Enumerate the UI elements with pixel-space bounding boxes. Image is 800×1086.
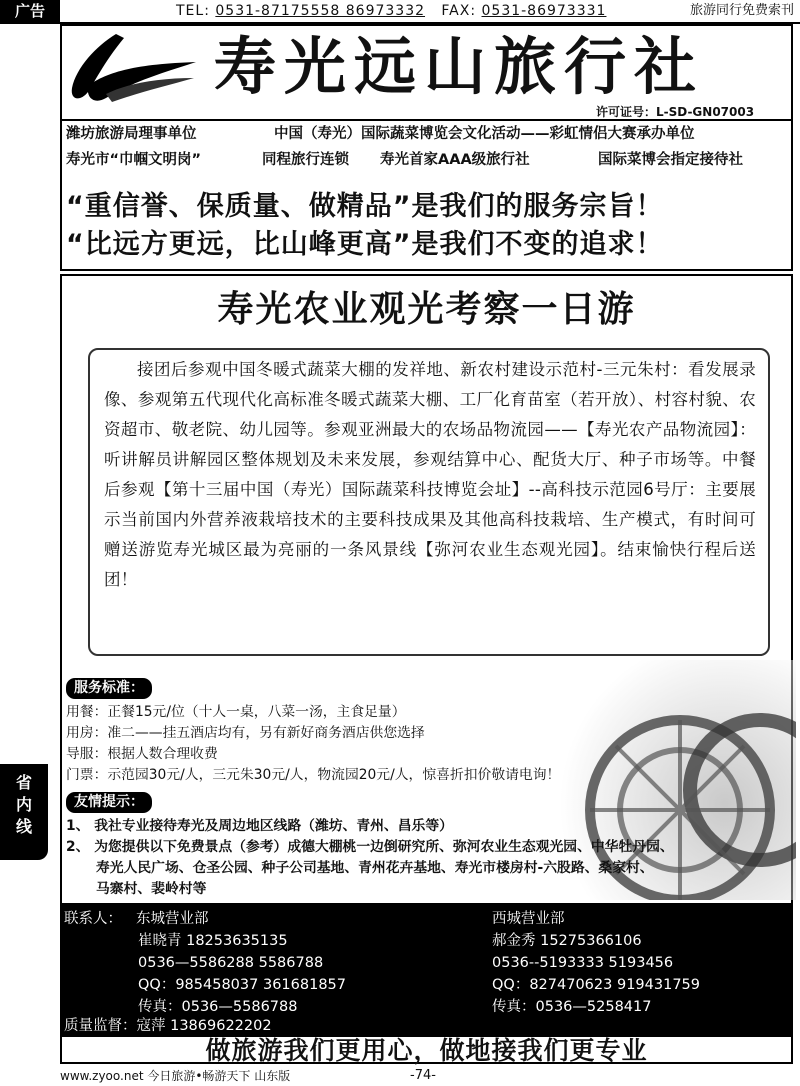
side-tab-char: 线	[15, 817, 32, 836]
tip-line: 1、 我社专业接待寿光及周边地区线路（潍坊、青州、昌乐等）	[66, 818, 453, 834]
tip-line: 马寨村、裴岭村等	[96, 881, 207, 897]
credential: 同程旅行连锁	[262, 152, 349, 168]
company-logo-icon	[66, 28, 202, 108]
side-tab-province-line	[0, 764, 48, 860]
west-contact-line: 传真：0536—5258417	[492, 999, 652, 1015]
quality-supervisor: 质量监督：寇萍 13869622202	[64, 1018, 272, 1034]
index-label: 旅游同行免费索刊	[689, 3, 794, 18]
tel-numbers: 0531-87175558 86973332	[215, 3, 426, 19]
service-line: 导服：根据人数合理收费	[66, 746, 218, 762]
tip-line: 2、 为您提供以下免费景点（参考）成德大棚桃一边倒研究所、弥河农业生态观光园、中华牡丹园、	[66, 839, 674, 855]
contact-label: 联系人：	[64, 911, 122, 927]
header-divider	[60, 119, 793, 121]
east-contact-line: 0536—5586288 5586788	[138, 955, 324, 971]
east-contact-line: QQ：985458037 361681857	[138, 977, 346, 993]
tip-line: 寿光人民广场、仓圣公园、种子公司基地、青州花卉基地、寿光市楼房村-六股路、桑家村、	[96, 860, 654, 876]
east-office-name: 东城营业部	[136, 911, 209, 927]
slogan-service: “重信誉、保质量、做精品”是我们的服务宗旨！	[66, 191, 664, 222]
ad-tag: 广告	[0, 0, 60, 22]
fax-label: FAX:	[441, 3, 477, 19]
west-contact-line: 0536--5193333 5193456	[492, 955, 674, 971]
bottom-slogan: 做旅游我们更用心，做地接我们更专业	[205, 1036, 648, 1065]
west-contact-line: 郝金秀 15275366106	[492, 933, 642, 949]
east-contact-line: 传真：0536—5586788	[138, 999, 298, 1015]
tour-description: 接团后参观中国冬暖式蔬菜大棚的发祥地、新农村建设示范村-三元朱村：看发展录像、参观第五代现代化高标准冬暖式蔬菜大棚、工厂化育苗室（若开放）、村容村貌、农资超市、敬老院、幼儿园等。参观亚洲最大的农场品物流园——【寿光农产品物流园】：听讲解员讲解园区整体规划及未来发展，参观结算中心、配货大厅、种子市场等。中餐后参观【第十三届中国（寿光）国际蔬菜科技博览会址】--高科技示范园6号厅：主要展示当前国内外营养液栽培技术的主要科技成果及其他高科技栽培、生产模式，有时间可赠送游览寿光城区最为亮丽的一条风景线【弥河农业生态观光园】。结束愉快行程后送团！	[104, 360, 756, 589]
service-line: 用房：准二——挂五酒店均有，另有新好商务酒店供您选择	[66, 725, 425, 741]
contact-bar	[176, 1, 606, 21]
page-number: -74-	[410, 1068, 436, 1083]
credential: 中国（寿光）国际蔬菜博览会文化活动——彩虹情侣大赛承办单位	[274, 126, 695, 142]
service-line: 用餐：正餐15元/位（十人一桌，八菜一汤，主食足量）	[66, 704, 406, 720]
company-name: 寿光远山旅行社	[214, 30, 705, 103]
west-contact-line: QQ：827470623 919431759	[492, 977, 700, 993]
tips-badge: 友情提示：	[66, 792, 152, 813]
credential: 潍坊旅游局理事单位	[66, 126, 197, 142]
west-office-name: 西城营业部	[492, 911, 565, 927]
slogan-pursuit: “比远方更远，比山峰更高”是我们不变的追求！	[66, 229, 664, 260]
side-tab-char: 省	[15, 773, 32, 792]
tour-title: 寿光农业观光考察一日游	[217, 289, 636, 330]
credential: 寿光首家AAA级旅行社	[380, 152, 530, 168]
credential: 寿光市“巾帼文明岗”	[66, 152, 202, 168]
credential: 国际菜博会指定接待社	[598, 152, 743, 168]
fax-number: 0531-86973331	[481, 3, 607, 19]
service-line: 门票：示范园30元/人，三元朱30元/人，物流园20元/人，惊喜折扣价敬请电询！	[66, 767, 561, 783]
license-number: 许可证号：L-SD-GN07003	[596, 105, 755, 119]
tel-label: TEL:	[176, 3, 210, 19]
side-tab-char: 内	[15, 795, 32, 814]
footer-text: www.zyoo.net 今日旅游•畅游天下 山东版	[60, 1069, 291, 1083]
service-badge: 服务标准：	[66, 678, 152, 699]
east-contact-line: 崔晓青 18253635135	[138, 933, 288, 949]
